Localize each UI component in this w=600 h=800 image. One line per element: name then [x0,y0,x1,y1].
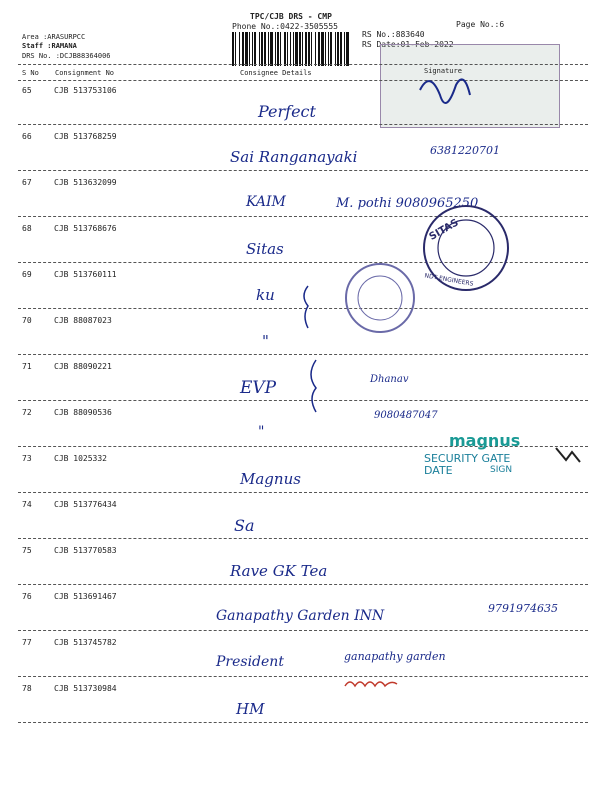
row-sno: 67 [22,178,32,187]
row-consignment-no: CJB 513730984 [54,684,117,693]
row-consignment-no: CJB 513776434 [54,500,117,509]
row-consignee-handwritten: Ganapathy Garden INN [216,608,385,624]
row-consignee-handwritten: ku [256,286,275,304]
row-sno: 66 [22,132,32,141]
row-consignment-no: CJB 88090536 [54,408,112,417]
row-consignee-handwritten: Rave GK Tea [230,562,328,580]
row-sno: 72 [22,408,32,417]
row-sno: 65 [22,86,32,95]
doc-title: TPC/CJB DRS - CMP [250,12,332,21]
company-seal [346,264,414,332]
row-consignee-handwritten: KAIM [246,194,286,210]
page-number: Page No.:6 [456,20,505,29]
col-sno: S No [22,69,39,77]
rs-date: RS Date:01-Feb-2022 [362,40,454,49]
row-consignment-no: CJB 513760111 [54,270,117,279]
drs-number: DRS No. :DCJB88364006 [22,52,111,60]
col-signature: Signature [424,67,462,75]
row71-brace [311,360,316,412]
row-consignee-handwritten: Magnus [240,470,301,488]
row-sno: 73 [22,454,32,463]
sitas-seal-text: SITAS [427,217,461,243]
row-sno: 76 [22,592,32,601]
row73-signature [556,448,580,462]
row-consignment-no: CJB 513753106 [54,86,117,95]
row-extra-handwritten: 6381220701 [430,144,500,157]
row-sno: 77 [22,638,32,647]
col-consignee: Consignee Details [240,69,312,77]
row-consignment-no: CJB 513632099 [54,178,117,187]
row-consignment-no: CJB 513745782 [54,638,117,647]
rs-number: RS No.:883640 [362,30,425,39]
magnus-stamp-line2: DATE [424,464,453,477]
row69-brace [304,286,308,328]
row-consignment-no: CJB 513770583 [54,546,117,555]
row-consignment-no: CJB 88090221 [54,362,112,371]
row-consignee-handwritten: HM [236,700,265,718]
row-consignee-handwritten: Perfect [258,102,316,121]
row-consignee-handwritten: President [216,654,284,670]
row-consignment-no: CJB 513768259 [54,132,117,141]
col-consignment: Consignment No [55,69,115,77]
row-sno: 68 [22,224,32,233]
row-consignee-handwritten: Sitas [246,240,284,258]
row-consignment-no: CJB 1025332 [54,454,107,463]
row-extra-handwritten: 9791974635 [488,602,558,615]
row-extra-handwritten: M. pothi 9080965250 [336,196,479,211]
row-extra-handwritten: ganapathy garden [344,650,446,663]
row-sno: 75 [22,546,32,555]
row65-signature [420,79,470,103]
row-sno: 69 [22,270,32,279]
row-consignment-no: CJB 513691467 [54,592,117,601]
row-consignment-no: CJB 88087023 [54,316,112,325]
phone-number: Phone No.:0422-3505555 [232,22,338,31]
row-consignment-no: CJB 513768676 [54,224,117,233]
magnus-stamp-line3: SIGN [490,465,513,475]
row-extra-handwritten: Dhanav [370,374,409,385]
magnus-logo: magnus [449,431,521,450]
row-sno: 70 [22,316,32,325]
row-sno: 74 [22,500,32,509]
row-consignee-handwritten: " [258,424,265,440]
row-sno: 71 [22,362,32,371]
sitas-seal-subtext: NDT ENGINEERS [423,272,474,288]
area-label: Area :ARASURPCC [22,33,86,41]
staff-label: Staff :RAMANA [22,42,77,50]
row-sno: 78 [22,684,32,693]
row-consignee-handwritten: " [262,332,269,350]
row-consignee-handwritten: EVP [240,378,277,398]
row-consignee-handwritten: Sa [234,516,255,535]
sitas-seal [424,206,508,290]
magnus-stamp-line1: SECURITY GATE [424,452,511,465]
row-consignee-handwritten: Sai Ranganayaki [230,148,358,166]
row78-signature [345,682,397,686]
row-extra-handwritten: 9080487047 [374,410,438,421]
